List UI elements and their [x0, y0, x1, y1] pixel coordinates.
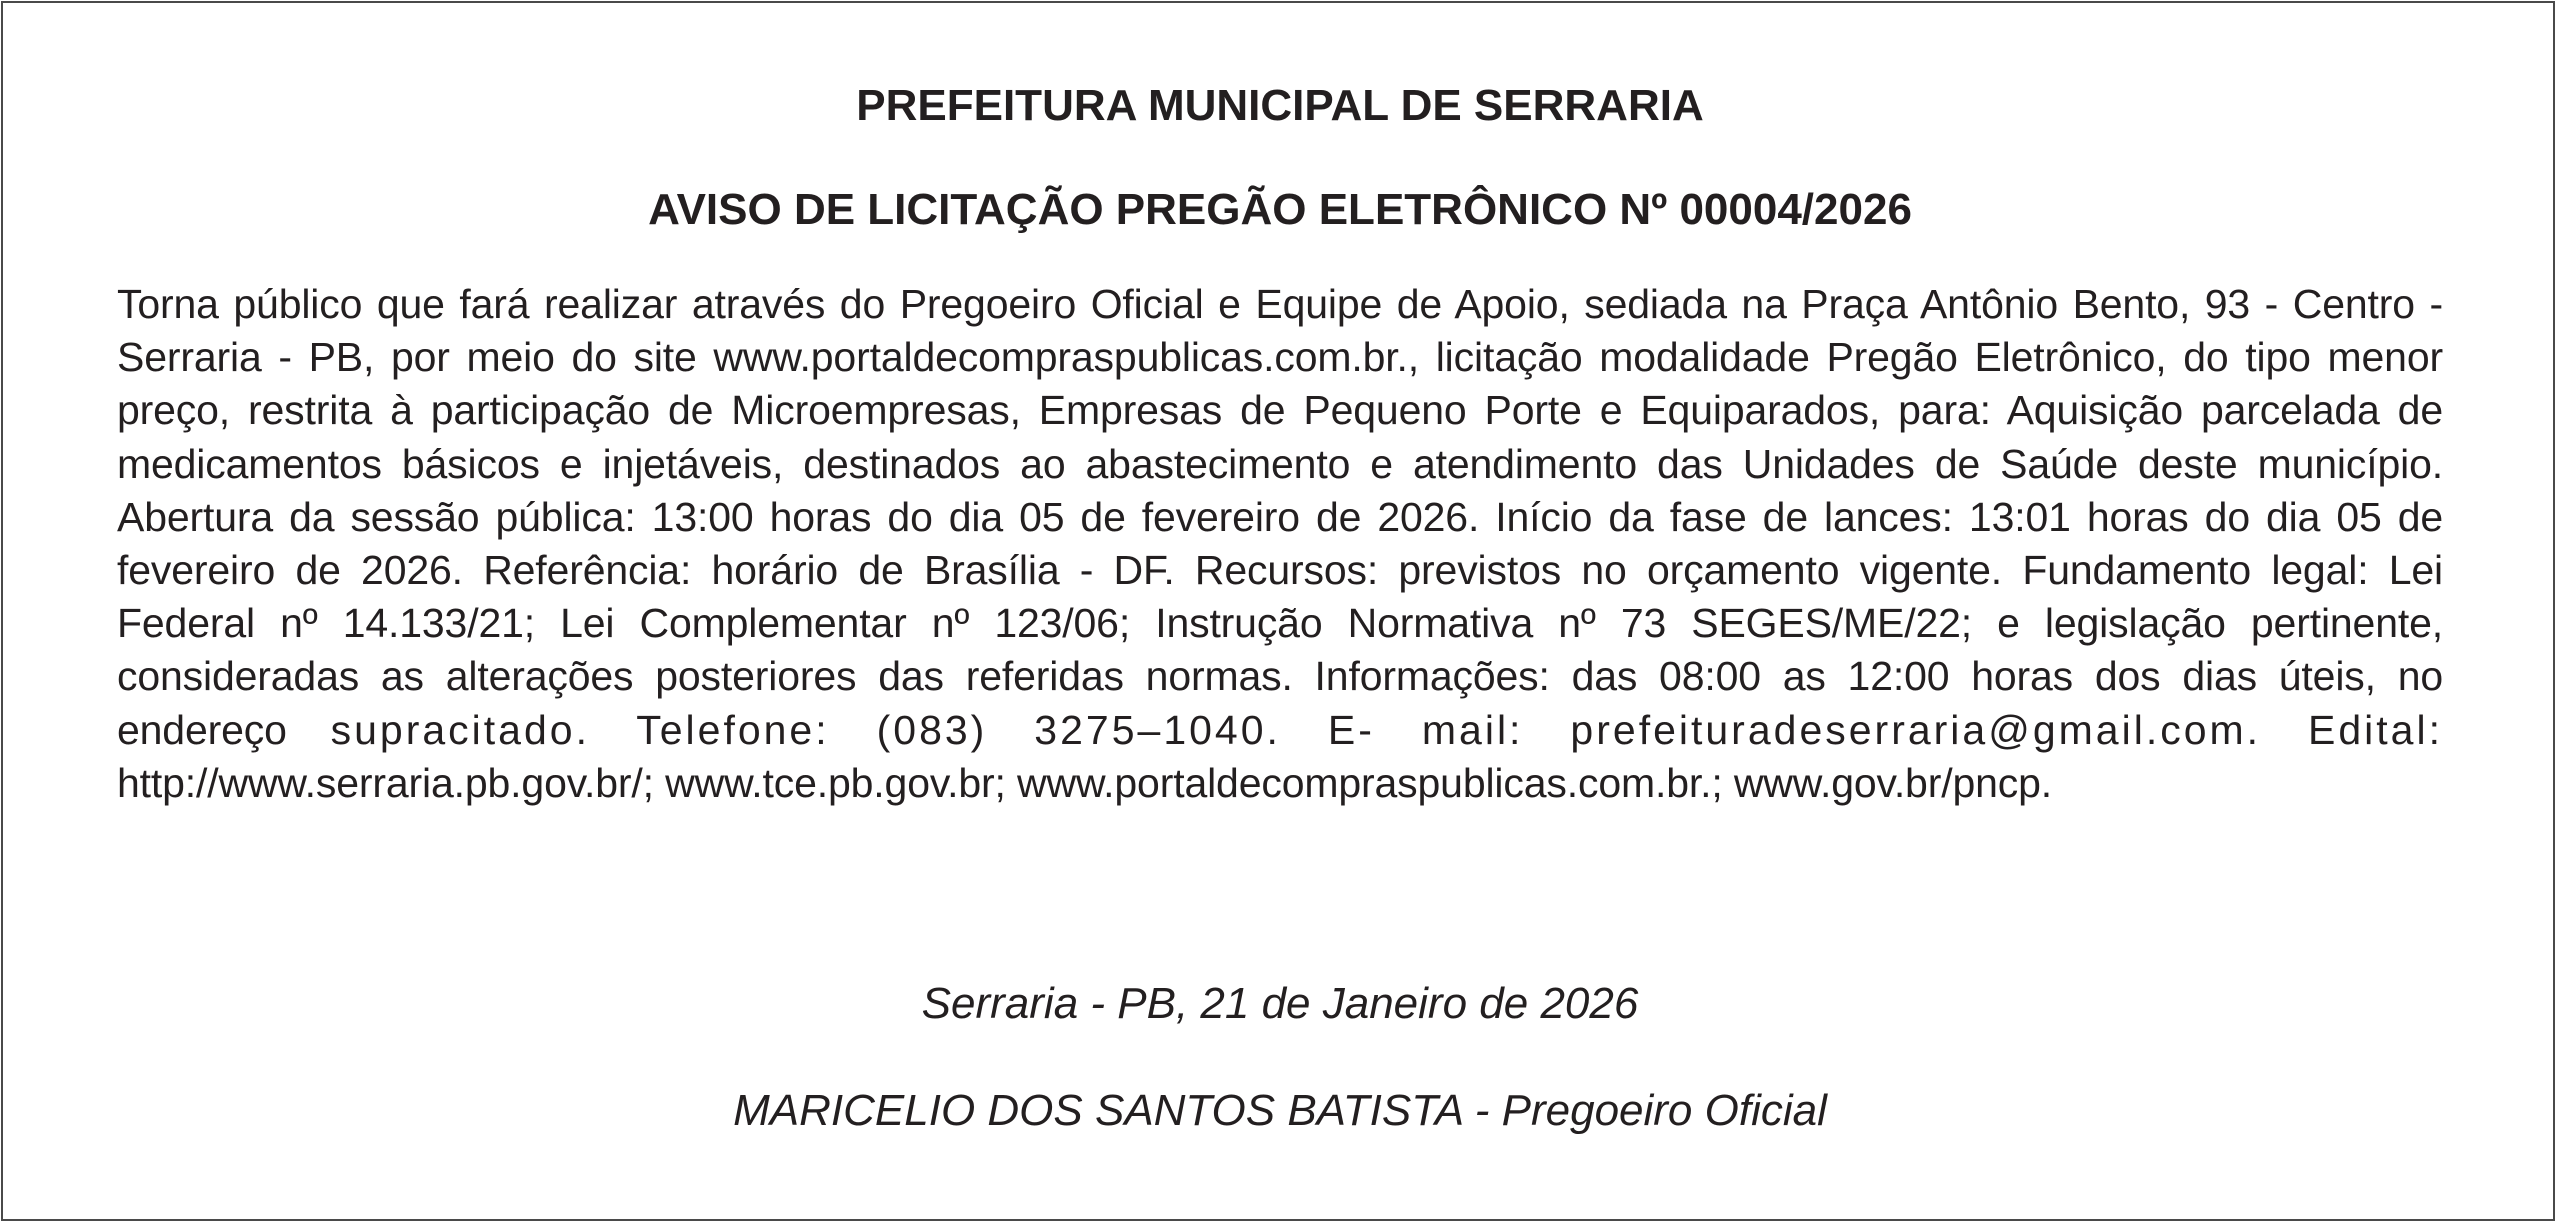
organization-heading: PREFEITURA MUNICIPAL DE SERRARIA — [856, 81, 1704, 130]
notice-body-text: Torna público que fará realizar através do Pregoeiro Oficial e Equipe de Apoio, sediada na Praça Antônio Bento, 93 - Centro - Serraria - PB, por meio do site www.portaldecompraspublicas.com.br., licitação modalidade Pregão Eletrônico, do tipo menor preço, restrita à participação de Microempresas, Empresas de Pequeno Porte e Equiparados, para: Aquisição parcelada de medicamentos básicos e injetáveis, destinados ao abastecimento e atendimento das Unidades de Saúde deste município. Abertura da sessão pública: 13:00 horas do dia 05 de fevereiro de 2026. Início da fase de lances: 13:01 horas do dia 05 de fevereiro de 2026. Referência: horário de Brasília - DF. Recursos: previstos no orçamento vigente. Fundamento legal: Lei Federal nº 14.133/21; Lei Complementar nº 123/06; Instrução Normativa nº 73 SEGES/ME/22; e legislação pertinente, consideradas as alterações posteriores das referidas normas. Informações: das 08:00 as 12:00 horas dos dias úteis, no endereço — [117, 281, 2443, 753]
place-and-date: Serraria - PB, 21 de Janeiro de 2026 — [921, 979, 1639, 1028]
links-line: http://www.serraria.pb.gov.br/; www.tce.pb.gov.br; www.portaldecompraspublicas.com.br.; www.gov.br/pncp. — [117, 759, 2053, 806]
signer-name: MARICELIO DOS SANTOS BATISTA - Pregoeiro Oficial — [733, 1086, 1827, 1135]
notice-body — [117, 278, 2443, 810]
notice-title: AVISO DE LICITAÇÃO PREGÃO ELETRÔNICO Nº 00004/2026 — [648, 185, 1912, 234]
notice-content — [117, 80, 2443, 810]
contact-line: supracitado. Telefone: (083) 3275–1040. E- mail: prefeituradeserraria@gmail.com. Edital: — [330, 706, 2443, 753]
